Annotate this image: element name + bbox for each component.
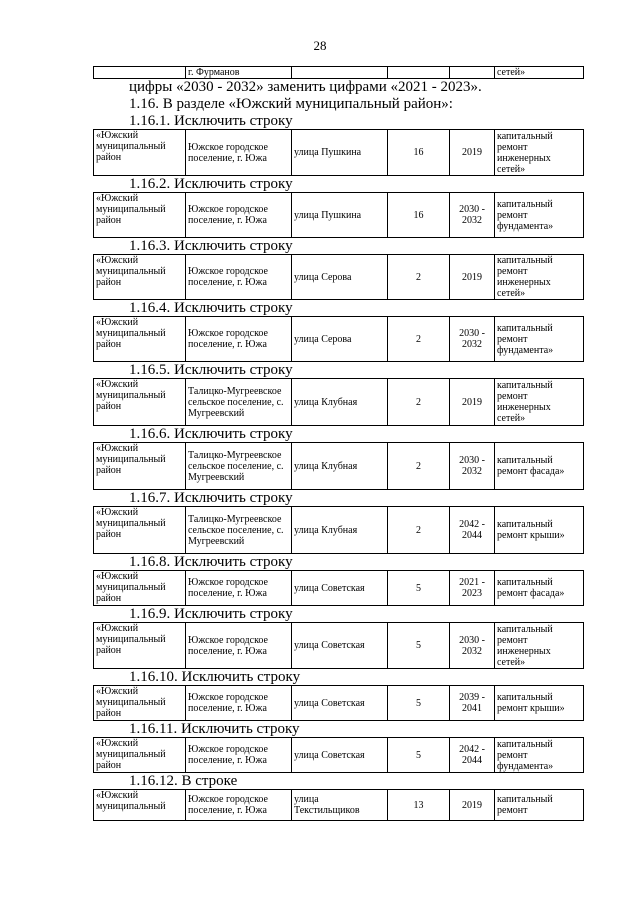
table-cell: Южское городское поселение, г. Южа bbox=[186, 738, 292, 773]
table-cell: «Южский муниципальный район bbox=[94, 738, 186, 773]
table-cell: 5 bbox=[388, 686, 450, 721]
section-table bbox=[93, 378, 584, 426]
table-cell: капитальный ремонт инженерных сетей» bbox=[495, 379, 584, 426]
table-cell: «Южский муниципальный район bbox=[94, 571, 186, 606]
table-cell: Южское городское поселение, г. Южа bbox=[186, 686, 292, 721]
section-heading: 1.16.8. Исключить строку bbox=[129, 554, 293, 570]
page-number: 28 bbox=[313, 38, 327, 53]
section-table bbox=[93, 254, 584, 300]
table-row bbox=[94, 317, 584, 362]
table-cell: Южское городское поселение, г. Южа bbox=[186, 193, 292, 238]
table-cell: улица Советская bbox=[292, 623, 388, 669]
table-cell: капитальный ремонт инженерных сетей» bbox=[495, 130, 584, 176]
table-cell: 2030 - 2032 bbox=[450, 623, 495, 669]
table-cell: «Южский муниципальный район bbox=[94, 130, 186, 176]
table-row bbox=[94, 790, 584, 821]
table-cell: 2039 - 2041 bbox=[450, 686, 495, 721]
table-cell: «Южский муниципальный район bbox=[94, 317, 186, 362]
section-table bbox=[93, 789, 584, 821]
table-cell: 2019 bbox=[450, 379, 495, 426]
table-cell: «Южский муниципальный район bbox=[94, 623, 186, 669]
table-cell bbox=[94, 67, 186, 79]
table-cell: улица Советская bbox=[292, 738, 388, 773]
table-row bbox=[94, 67, 584, 79]
table-cell: капитальный ремонт крыши» bbox=[495, 507, 584, 554]
table-cell: капитальный ремонт фасада» bbox=[495, 571, 584, 606]
table-cell: 2021 - 2023 bbox=[450, 571, 495, 606]
table-row bbox=[94, 686, 584, 721]
section-table bbox=[93, 622, 584, 669]
table-cell: 2019 bbox=[450, 130, 495, 176]
table-cell: 13 bbox=[388, 790, 450, 821]
section-heading: 1.16.12. В строке bbox=[129, 773, 238, 789]
table-fragment-top bbox=[93, 66, 584, 79]
section-table bbox=[93, 192, 584, 238]
section-heading: 1.16.4. Исключить строку bbox=[129, 300, 293, 316]
section-table bbox=[93, 129, 584, 176]
table-cell: «Южский муниципальный район bbox=[94, 686, 186, 721]
table-cell: 2042 - 2044 bbox=[450, 738, 495, 773]
table-row bbox=[94, 130, 584, 176]
section-heading: 1.16.10. Исключить строку bbox=[129, 669, 301, 685]
table-cell: 2019 bbox=[450, 790, 495, 821]
table-cell: Южское городское поселение, г. Южа bbox=[186, 130, 292, 176]
table-row bbox=[94, 623, 584, 669]
section-heading: 1.16.5. Исключить строку bbox=[129, 362, 293, 378]
table-row bbox=[94, 193, 584, 238]
table-cell: «Южский муниципальный район bbox=[94, 379, 186, 426]
section-heading: 1.16.9. Исключить строку bbox=[129, 606, 293, 622]
paragraph-replace-digits: цифры «2030 - 2032» заменить цифрами «2021 - 2023». bbox=[129, 79, 482, 95]
section-table bbox=[93, 442, 584, 490]
table-cell: капитальный ремонт фундамента» bbox=[495, 193, 584, 238]
table-cell: улица Клубная bbox=[292, 507, 388, 554]
table-cell: 16 bbox=[388, 193, 450, 238]
table-cell: капитальный ремонт инженерных сетей» bbox=[495, 255, 584, 300]
table-cell: Южское городское поселение, г. Южа bbox=[186, 571, 292, 606]
table-cell: 5 bbox=[388, 623, 450, 669]
table-cell: улица Клубная bbox=[292, 443, 388, 490]
table-cell: «Южский муниципальный район bbox=[94, 507, 186, 554]
section-heading: 1.16.7. Исключить строку bbox=[129, 490, 293, 506]
table-cell: капитальный ремонт фасада» bbox=[495, 443, 584, 490]
table-cell: капитальный ремонт фундамента» bbox=[495, 317, 584, 362]
table-cell: 2030 - 2032 bbox=[450, 193, 495, 238]
table-cell: «Южский муниципальный район bbox=[94, 255, 186, 300]
table-cell: «Южский муниципальный район bbox=[94, 193, 186, 238]
table-cell: 2030 - 2032 bbox=[450, 317, 495, 362]
table-cell: 2019 bbox=[450, 255, 495, 300]
paragraph-section-title: 1.16. В разделе «Южский муниципальный район»: bbox=[129, 96, 453, 112]
table-row bbox=[94, 443, 584, 490]
sections-container bbox=[93, 113, 577, 821]
table-cell bbox=[450, 67, 495, 79]
table-cell: капитальный ремонт крыши» bbox=[495, 686, 584, 721]
table-cell: улица Клубная bbox=[292, 379, 388, 426]
table-cell: Южское городское поселение, г. Южа bbox=[186, 623, 292, 669]
table-row bbox=[94, 379, 584, 426]
table-cell: Южское городское поселение, г. Южа bbox=[186, 317, 292, 362]
section-heading: 1.16.6. Исключить строку bbox=[129, 426, 293, 442]
table-cell: 2 bbox=[388, 507, 450, 554]
document-body bbox=[93, 66, 577, 821]
table-row bbox=[94, 507, 584, 554]
table-cell: Южское городское поселение, г. Южа bbox=[186, 790, 292, 821]
table-cell: 2 bbox=[388, 379, 450, 426]
table-cell: 5 bbox=[388, 738, 450, 773]
table-cell: «Южский муниципальный bbox=[94, 790, 186, 821]
section-table bbox=[93, 737, 584, 773]
table-cell: Талицко-Мугреевское сельское поселение, с. Мугреевский bbox=[186, 507, 292, 554]
section-table bbox=[93, 506, 584, 554]
section-heading: 1.16.2. Исключить строку bbox=[129, 176, 293, 192]
table-cell: Южское городское поселение, г. Южа bbox=[186, 255, 292, 300]
table-cell: улица Пушкина bbox=[292, 193, 388, 238]
table-cell: 5 bbox=[388, 571, 450, 606]
table-cell: г. Фурманов bbox=[186, 67, 292, 79]
table-cell: капитальный ремонт bbox=[495, 790, 584, 821]
table-cell: сетей» bbox=[495, 67, 584, 79]
table-cell: улица Серова bbox=[292, 255, 388, 300]
table-cell: 2030 - 2032 bbox=[450, 443, 495, 490]
table-cell: улица Советская bbox=[292, 571, 388, 606]
table-cell bbox=[292, 67, 388, 79]
table-row bbox=[94, 255, 584, 300]
table-cell: 2 bbox=[388, 255, 450, 300]
table-cell bbox=[388, 67, 450, 79]
table-cell: 2 bbox=[388, 317, 450, 362]
table-cell: капитальный ремонт инженерных сетей» bbox=[495, 623, 584, 669]
table-cell: улица Серова bbox=[292, 317, 388, 362]
table-cell: Талицко-Мугреевское сельское поселение, с. Мугреевский bbox=[186, 443, 292, 490]
table-cell: капитальный ремонт фундамента» bbox=[495, 738, 584, 773]
section-table bbox=[93, 685, 584, 721]
section-table bbox=[93, 570, 584, 606]
section-heading: 1.16.1. Исключить строку bbox=[129, 113, 293, 129]
table-cell: улица Пушкина bbox=[292, 130, 388, 176]
section-heading: 1.16.3. Исключить строку bbox=[129, 238, 293, 254]
table-row bbox=[94, 738, 584, 773]
table-cell: улица Советская bbox=[292, 686, 388, 721]
section-table bbox=[93, 316, 584, 362]
table-row bbox=[94, 571, 584, 606]
table-cell: 16 bbox=[388, 130, 450, 176]
table-cell: Талицко-Мугреевское сельское поселение, с. Мугреевский bbox=[186, 379, 292, 426]
table-cell: 2 bbox=[388, 443, 450, 490]
table-cell: «Южский муниципальный район bbox=[94, 443, 186, 490]
table-cell: улица Текстильщиков bbox=[292, 790, 388, 821]
table-cell: 2042 - 2044 bbox=[450, 507, 495, 554]
section-heading: 1.16.11. Исключить строку bbox=[129, 721, 300, 737]
